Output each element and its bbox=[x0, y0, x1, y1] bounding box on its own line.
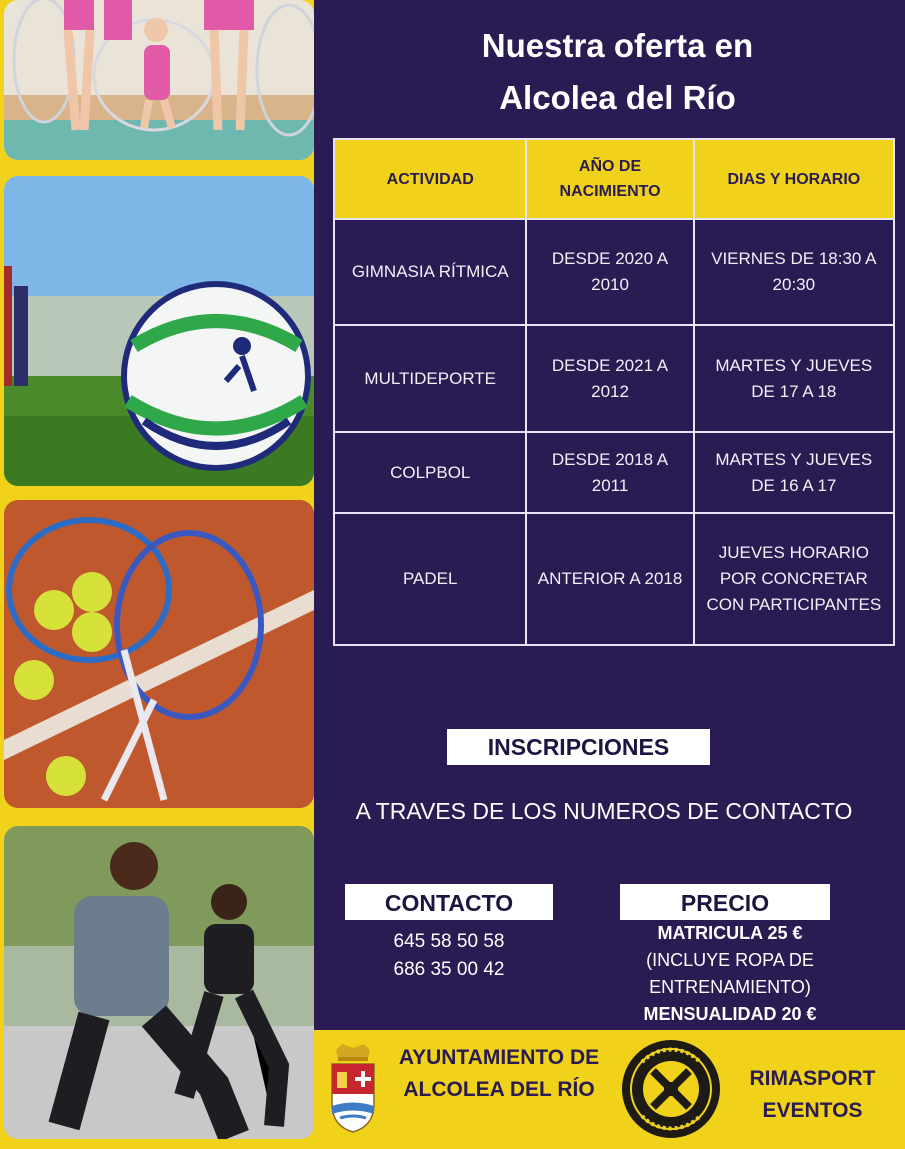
phone-number[interactable]: 645 58 50 58 bbox=[393, 931, 505, 952]
table-row bbox=[334, 513, 894, 645]
contacto-label: CONTACTO bbox=[345, 884, 553, 920]
row-birth-years: ANTERIOR A 2018 bbox=[526, 513, 693, 645]
rimasport-name: RIMASPORT EVENTOS bbox=[749, 1067, 876, 1122]
ayuntamiento-name: AYUNTAMIENTO DE ALCOLEA DEL RÍO bbox=[398, 1046, 600, 1101]
page-title: Nuestra oferta en Alcolea del Río bbox=[481, 27, 754, 116]
row-birth-years: DESDE 2020 A 2010 bbox=[526, 219, 693, 325]
inscripciones-label: INSCRIPCIONES bbox=[447, 729, 710, 765]
table-row bbox=[334, 219, 894, 325]
price-details bbox=[610, 920, 850, 1028]
alcolea-crest-icon bbox=[328, 1044, 378, 1134]
header-dias-horario: DIAS Y HORARIO bbox=[694, 139, 894, 219]
tennis-rackets-photo bbox=[4, 500, 314, 808]
rhythmic-gymnastics-photo bbox=[4, 0, 314, 160]
row-schedule: MARTES Y JUEVES DE 17 A 18 bbox=[694, 325, 894, 432]
matricula-price: MATRICULA 25 € bbox=[657, 923, 803, 943]
row-schedule: MARTES Y JUEVES DE 16 A 17 bbox=[694, 432, 894, 513]
matricula-note: (INCLUYE ROPA DE ENTRENAMIENTO) bbox=[646, 950, 814, 997]
row-activity: GIMNASIA RÍTMICA bbox=[334, 219, 526, 325]
table-header-row bbox=[334, 139, 894, 219]
schedule-table bbox=[333, 138, 895, 646]
mensualidad-price: MENSUALIDAD 20 € bbox=[643, 1004, 817, 1024]
header-ano-nacimiento: AÑO DE NACIMIENTO bbox=[526, 139, 693, 219]
table-row bbox=[334, 432, 894, 513]
photo-column bbox=[0, 0, 330, 1149]
inscripciones-text: A TRAVES DE LOS NUMEROS DE CONTACTO bbox=[355, 798, 853, 824]
contact-phones bbox=[345, 928, 553, 984]
colpbol-ball-photo bbox=[4, 176, 314, 486]
precio-label: PRECIO bbox=[620, 884, 830, 920]
rimasport-logo bbox=[620, 1038, 722, 1140]
row-activity: MULTIDEPORTE bbox=[334, 325, 526, 432]
fitness-lunge-photo bbox=[4, 826, 314, 1139]
row-schedule: VIERNES DE 18:30 A 20:30 bbox=[694, 219, 894, 325]
row-birth-years: DESDE 2021 A 2012 bbox=[526, 325, 693, 432]
row-birth-years: DESDE 2018 A 2011 bbox=[526, 432, 693, 513]
header-actividad: ACTIVIDAD bbox=[334, 139, 526, 219]
row-activity: COLPBOL bbox=[334, 432, 526, 513]
row-schedule: JUEVES HORARIO POR CONCRETAR CON PARTICIPANTES bbox=[694, 513, 894, 645]
row-activity: PADEL bbox=[334, 513, 526, 645]
table-row bbox=[334, 325, 894, 432]
phone-number[interactable]: 686 35 00 42 bbox=[393, 959, 505, 980]
